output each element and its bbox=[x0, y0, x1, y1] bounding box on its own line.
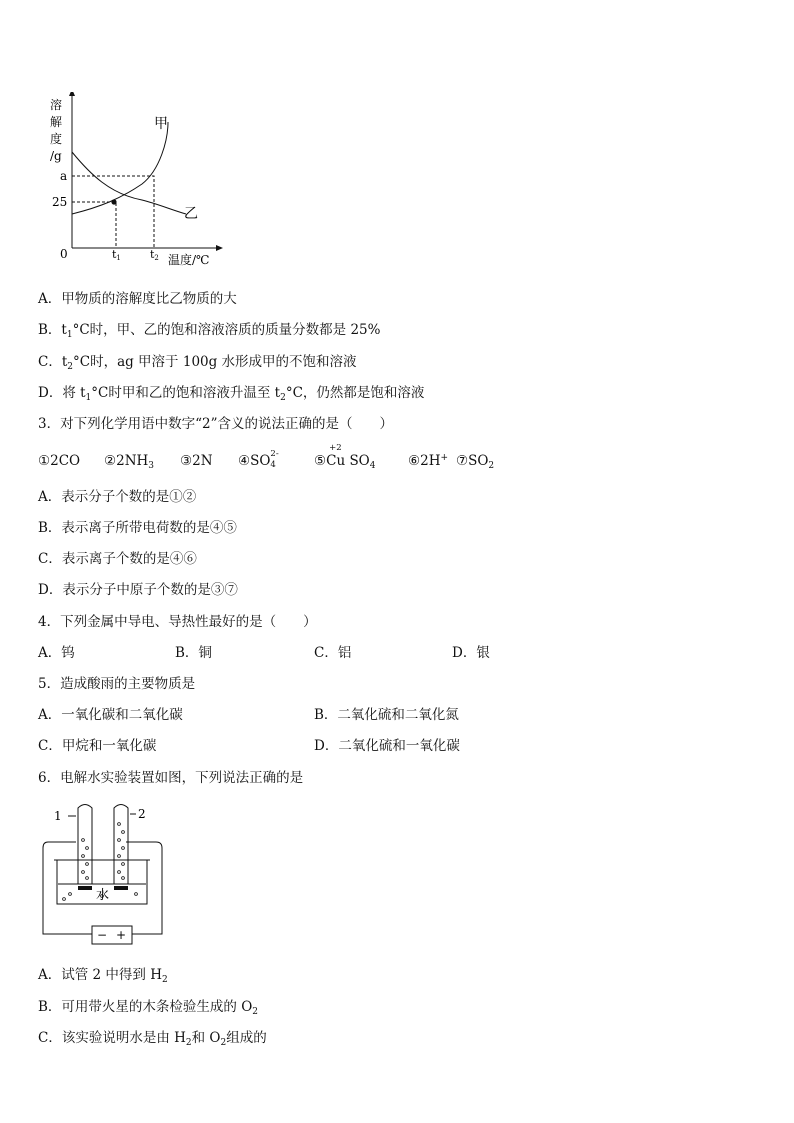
wire-right bbox=[126, 842, 162, 934]
q2-option-c: C．$t_2^\circ C$时，ag 甲溶于 100g 水形成甲的不饱和溶液 bbox=[38, 354, 357, 372]
symbol-6: ⑥2H+ bbox=[408, 453, 449, 469]
q6-stem: 6．电解水实验装置如图，下列说法正确的是 bbox=[38, 770, 304, 786]
y-axis-label-3: 度 bbox=[50, 132, 63, 146]
tick-label-a: a bbox=[60, 169, 68, 183]
q3-stem: 3．对下列化学用语中数字“2”含义的说法正确的是（ ） bbox=[38, 416, 393, 432]
q5-option-a: A．一氧化碳和二氧化碳 bbox=[38, 707, 183, 723]
y-axis-label-1: 溶 bbox=[50, 98, 63, 112]
q4-stem: 4．下列金属中导电、导热性最好的是（ ） bbox=[38, 614, 317, 630]
symbol-1: ①2CO bbox=[38, 453, 81, 469]
electrolysis-apparatus-figure bbox=[40, 800, 170, 952]
water-label: 水 bbox=[96, 888, 110, 903]
q4-option-b: B．铜 bbox=[175, 645, 212, 661]
y-axis-label-4: /g bbox=[50, 149, 62, 163]
dashed-guide-25 bbox=[72, 202, 116, 248]
power-minus-label: − bbox=[97, 928, 108, 942]
symbol-2: $②2NH_3$ bbox=[104, 453, 155, 471]
y-axis-label-2: 解 bbox=[50, 115, 63, 129]
curve-yi bbox=[72, 152, 186, 214]
electrode-1 bbox=[78, 886, 92, 890]
tick-label-25: 25 bbox=[52, 195, 68, 209]
q6-option-b: B．可用带火星的木条检验生成的 $O_2$ bbox=[38, 999, 259, 1017]
q5-option-b: B．二氧化硫和二氧化氮 bbox=[314, 707, 459, 723]
electrode-2 bbox=[114, 886, 128, 890]
q2-option-b: B．$t_1^\circ C$时，甲、乙的饱和溶液溶质的质量分数都是 25% bbox=[38, 322, 381, 340]
dashed-guide-a bbox=[72, 176, 154, 248]
q3-option-b: B．表示离子所带电荷数的是④⑤ bbox=[38, 520, 237, 536]
symbol-7: $⑦SO_2$ bbox=[456, 453, 495, 471]
x-axis-label: 温度/℃ bbox=[168, 253, 210, 267]
q6-option-c: C．该实验说明水是由 $H_2$和 $O_2$组成的 bbox=[38, 1030, 267, 1048]
tick-label-t2: t2 bbox=[150, 248, 159, 262]
q5-stem: 5．造成酸雨的主要物质是 bbox=[38, 676, 196, 692]
symbol-3: ③2N bbox=[180, 453, 213, 469]
q3-option-a: A．表示分子个数的是①② bbox=[38, 489, 197, 505]
origin-label: 0 bbox=[60, 247, 68, 261]
q6-option-a: A．试管 2 中得到 $H_2$ bbox=[38, 967, 168, 985]
q3-option-c: C．表示离子个数的是④⑥ bbox=[38, 551, 197, 567]
q2-option-d: D．将 $t_1^\circ C$时甲和乙的饱和溶液升温至 $t_2^\circ C$，仍然都是饱和溶液 bbox=[38, 385, 425, 403]
intersection-point bbox=[111, 199, 116, 204]
q5-option-c: C．甲烷和一氧化碳 bbox=[38, 738, 157, 754]
x-axis-arrow bbox=[216, 245, 223, 251]
y-axis-arrow bbox=[69, 92, 75, 96]
q4-option-d: D．银 bbox=[452, 645, 490, 661]
q5-option-d: D．二氧化硫和一氧化碳 bbox=[314, 738, 460, 754]
test-tube-1 bbox=[78, 805, 92, 885]
q3-symbol-row bbox=[38, 443, 518, 476]
curve-label-jia: 甲 bbox=[154, 116, 168, 132]
q2-option-a: A．甲物质的溶解度比乙物质的大 bbox=[38, 291, 237, 307]
curve-label-yi: 乙 bbox=[184, 206, 198, 222]
tube-label-1: 1 bbox=[54, 809, 62, 823]
tick-label-t1: t1 bbox=[112, 248, 121, 262]
solubility-curve-figure bbox=[40, 92, 240, 272]
test-tube-2 bbox=[114, 805, 128, 885]
symbol-4: ④SO 2- 4 bbox=[238, 449, 279, 470]
symbol-5: ⑤ +2 Cu $SO_4$ bbox=[314, 443, 376, 471]
tube-label-2: 2 bbox=[138, 807, 146, 821]
power-plus-label: + bbox=[116, 928, 127, 942]
q4-option-c: C．铝 bbox=[314, 645, 352, 661]
q3-option-d: D．表示分子中原子个数的是③⑦ bbox=[38, 582, 238, 598]
q4-option-a: A．钨 bbox=[38, 645, 75, 661]
